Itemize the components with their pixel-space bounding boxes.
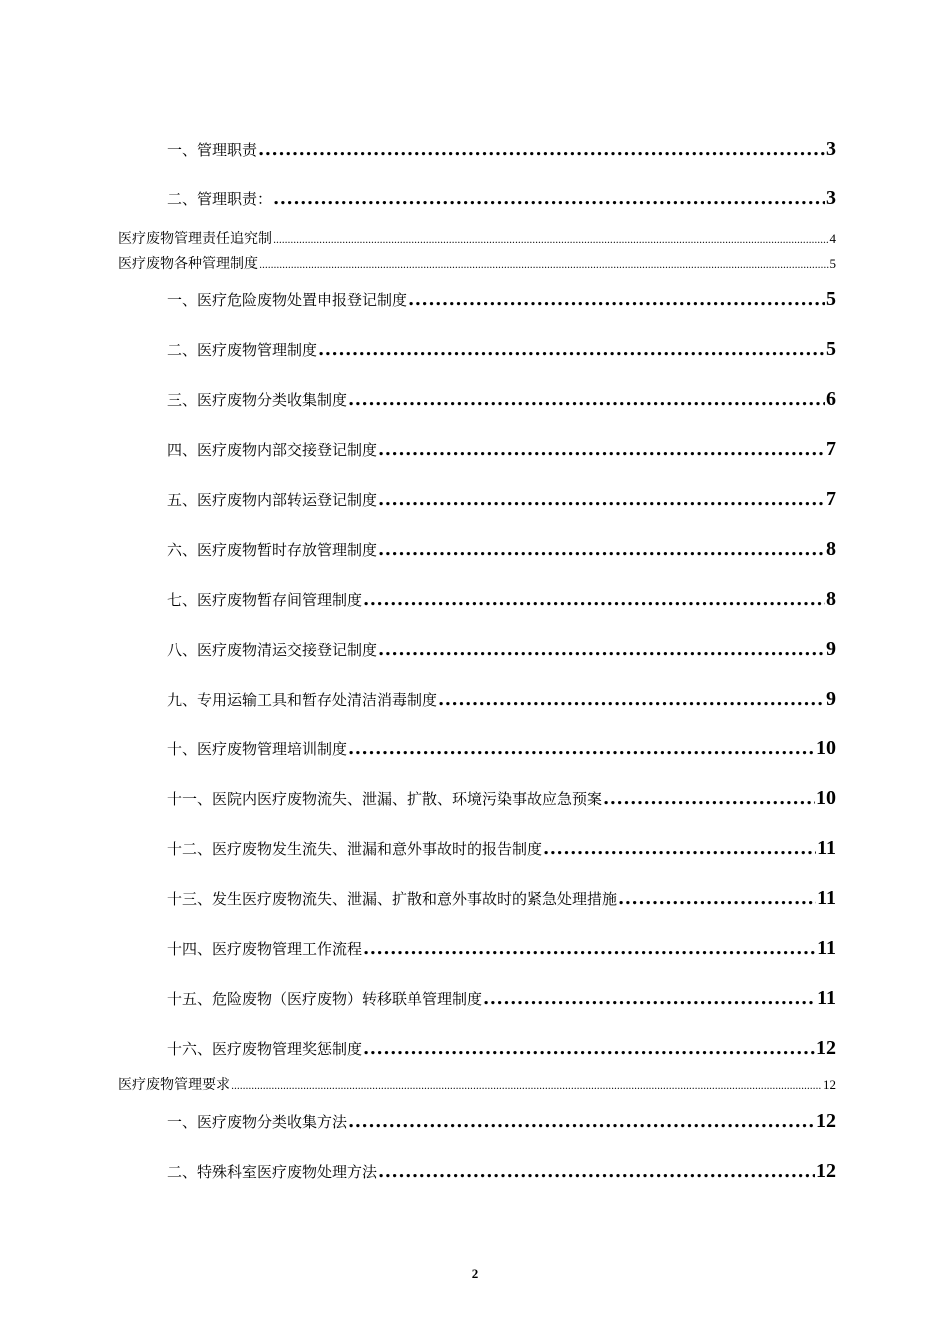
- toc-entry-page: 5: [826, 288, 836, 310]
- toc-entry-label: 十、医疗废物管理培训制度: [167, 740, 348, 758]
- dot-leader: [378, 439, 825, 460]
- toc-entry-page: 5: [829, 256, 836, 271]
- toc-entry-page: 5: [826, 338, 836, 360]
- toc-entry[interactable]: [167, 737, 836, 760]
- toc-entry-label: 二、医疗废物管理制度: [167, 341, 318, 359]
- toc-entry[interactable]: [167, 787, 836, 810]
- toc-entry-label: 四、医疗废物内部交接登记制度: [167, 441, 378, 459]
- dot-leader: [378, 1161, 815, 1182]
- toc-entry[interactable]: [167, 338, 836, 361]
- toc-entry-label: 一、医疗废物分类收集方法: [167, 1113, 348, 1131]
- toc-entry-page: 12: [816, 1160, 836, 1182]
- toc-entry[interactable]: [167, 937, 836, 960]
- toc-entry-page: 7: [826, 438, 836, 460]
- toc-entry-page: 12: [823, 1077, 836, 1092]
- dot-leader: [363, 938, 816, 959]
- toc-entry-page: 8: [826, 588, 836, 610]
- toc-entry[interactable]: [167, 588, 836, 611]
- dot-leader: [318, 339, 825, 360]
- footer-page-number: 2: [471, 1266, 479, 1281]
- toc-entry-page: 11: [817, 987, 836, 1009]
- dot-leader: [378, 639, 825, 660]
- toc-entry-page: 8: [826, 538, 836, 560]
- toc-entry[interactable]: [167, 987, 836, 1010]
- toc-entry-label: 十二、医疗废物发生流失、泄漏和意外事故时的报告制度: [167, 840, 543, 858]
- toc-entry-label: 医疗废物各种管理制度: [118, 256, 258, 272]
- toc-entry-page: 12: [816, 1110, 836, 1132]
- toc-entry[interactable]: [167, 138, 836, 161]
- toc-entry-label: 七、医疗废物暂存间管理制度: [167, 591, 363, 609]
- toc-entry-page: 9: [826, 688, 836, 710]
- toc-entry-label: 二、管理职责：: [167, 190, 273, 208]
- dot-leader: [438, 689, 825, 710]
- dot-leader: [543, 838, 816, 859]
- dot-leader: [231, 1081, 822, 1092]
- toc-entry-page: 11: [817, 937, 836, 959]
- toc-entry-page: 11: [817, 887, 836, 909]
- toc-entry-label: 十五、危险废物（医疗废物）转移联单管理制度: [167, 990, 483, 1008]
- toc-entry[interactable]: [167, 187, 836, 210]
- toc-entry[interactable]: [167, 488, 836, 511]
- dot-leader: [603, 788, 815, 809]
- toc-entry-label: 三、医疗废物分类收集制度: [167, 391, 348, 409]
- toc-entry[interactable]: [167, 288, 836, 311]
- toc-entry-page: 9: [826, 638, 836, 660]
- toc-entry-page: 6: [826, 388, 836, 410]
- toc-entry-label: 五、医疗废物内部转运登记制度: [167, 491, 378, 509]
- dot-leader: [363, 1038, 815, 1059]
- dot-leader: [348, 738, 815, 759]
- dot-leader: [259, 260, 829, 271]
- dot-leader: [363, 589, 825, 610]
- toc-entry-label: 八、医疗废物清运交接登记制度: [167, 641, 378, 659]
- dot-leader: [378, 489, 825, 510]
- toc-entry-label: 二、特殊科室医疗废物处理方法: [167, 1163, 378, 1181]
- toc-entry-page: 10: [816, 787, 836, 809]
- toc-entry[interactable]: [118, 253, 836, 273]
- toc-entry-page: 11: [817, 837, 836, 859]
- toc-entry[interactable]: [118, 228, 836, 248]
- toc-entry-page: 10: [816, 737, 836, 759]
- toc-entry[interactable]: [118, 1074, 836, 1094]
- toc-entry[interactable]: [167, 688, 836, 711]
- toc-entry-label: 十三、发生医疗废物流失、泄漏、扩散和意外事故时的紧急处理措施: [167, 890, 618, 908]
- toc-entry[interactable]: [167, 538, 836, 561]
- dot-leader: [618, 888, 816, 909]
- toc-entry-label: 九、专用运输工具和暂存处清洁消毒制度: [167, 691, 438, 709]
- toc-entry[interactable]: [167, 638, 836, 661]
- dot-leader: [408, 289, 825, 310]
- toc-entry[interactable]: [167, 837, 836, 860]
- toc-entry-label: 十六、医疗废物管理奖惩制度: [167, 1040, 363, 1058]
- toc-entry[interactable]: [167, 388, 836, 411]
- toc-entry[interactable]: [167, 438, 836, 461]
- toc-entry-label: 十四、医疗废物管理工作流程: [167, 940, 363, 958]
- toc-entry-label: 十一、医院内医疗废物流失、泄漏、扩散、环境污染事故应急预案: [167, 790, 603, 808]
- toc-entry-page: 12: [816, 1037, 836, 1059]
- toc-entry-label: 六、医疗废物暂时存放管理制度: [167, 541, 378, 559]
- toc-entry-page: 3: [826, 187, 836, 209]
- dot-leader: [348, 389, 825, 410]
- toc-entry-page: 7: [826, 488, 836, 510]
- toc-entry[interactable]: [167, 1037, 836, 1060]
- dot-leader: [273, 235, 829, 246]
- dot-leader: [258, 139, 825, 160]
- dot-leader: [273, 188, 825, 209]
- toc-entry[interactable]: [167, 1160, 836, 1183]
- toc-entry-page: 3: [826, 138, 836, 160]
- toc-entry-label: 医疗废物管理要求: [118, 1077, 230, 1093]
- toc-entry-page: 4: [829, 231, 836, 246]
- toc-entry-label: 一、管理职责: [167, 141, 258, 159]
- toc-entry[interactable]: [167, 1110, 836, 1133]
- toc-entry-label: 医疗废物管理责任追究制: [118, 231, 272, 247]
- toc-entry-label: 一、医疗危险废物处置申报登记制度: [167, 291, 408, 309]
- dot-leader: [348, 1111, 815, 1132]
- dot-leader: [483, 988, 816, 1009]
- dot-leader: [378, 539, 825, 560]
- toc-entry[interactable]: [167, 887, 836, 910]
